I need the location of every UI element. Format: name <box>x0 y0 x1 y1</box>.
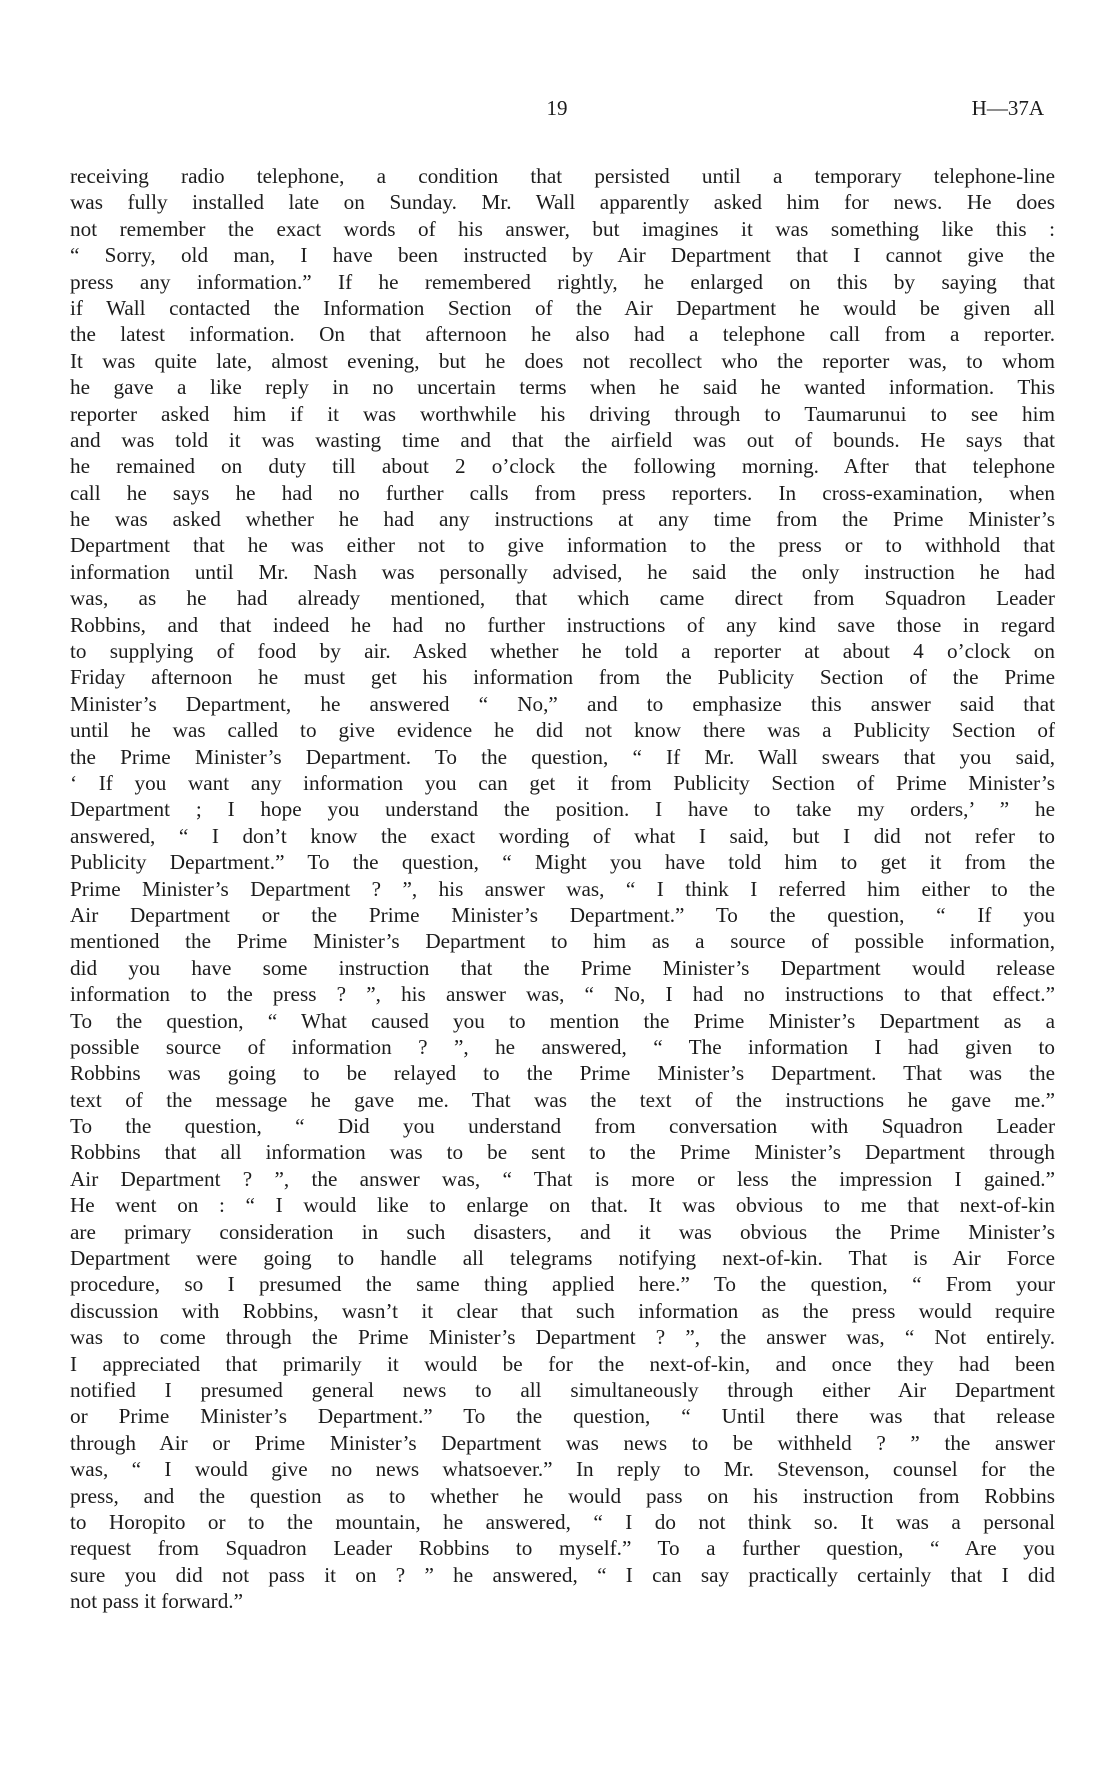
text-line: did you have some instruction that the Prime Minister’s Department would release <box>70 955 1055 980</box>
text-line: request from Squadron Leader Robbins to myself.” To a further question, “ Are you <box>70 1536 1055 1561</box>
text-line: press any information.” If he remembered rightly, he enlarged on this by saying that <box>70 269 1055 294</box>
text-line: if Wall contacted the Information Section of the Air Department he would be given all <box>70 295 1055 320</box>
text-line: was fully installed late on Sunday. Mr. Wall apparently asked him for news. He does <box>70 190 1055 215</box>
text-line: To the question, “ What caused you to mention the Prime Minister’s Department as a <box>70 1008 1055 1033</box>
text-line: discussion with Robbins, wasn’t it clear that such information as the press would require <box>70 1298 1055 1323</box>
text-line: reporter asked him if it was worthwhile his driving through to Taumarunui to see him <box>70 401 1055 426</box>
text-line: Robbins was going to be relayed to the Prime Minister’s Department. That was the <box>70 1061 1055 1086</box>
text-line: text of the message he gave me. That was the text of the instructions he gave me.” <box>70 1087 1055 1112</box>
text-line: press, and the question as to whether he would pass on his instruction from Robbins <box>70 1483 1055 1508</box>
text-line: call he says he had no further calls from press reporters. In cross-examination, when <box>70 480 1055 505</box>
text-line: Minister’s Department, he answered “ No,” and to emphasize this answer said that <box>70 691 1055 716</box>
text-line: he remained on duty till about 2 o’clock the following morning. After that telephone <box>70 454 1055 479</box>
text-line: I appreciated that primarily it would be for the next-of-kin, and once they had been <box>70 1351 1055 1376</box>
document-reference: H—37A <box>971 96 1044 120</box>
text-line: It was quite late, almost evening, but he does not recollect who the reporter was, to whom <box>70 348 1055 373</box>
text-line: To the question, “ Did you understand from conversation with Squadron Leader <box>70 1114 1055 1139</box>
text-line: information until Mr. Nash was personally advised, he said the only instruction he had <box>70 559 1055 584</box>
text-line: he was asked whether he had any instructions at any time from the Prime Minister’s <box>70 507 1055 532</box>
text-line: or Prime Minister’s Department.” To the question, “ Until there was that release <box>70 1404 1055 1429</box>
text-line: procedure, so I presumed the same thing applied here.” To the question, “ From your <box>70 1272 1055 1297</box>
text-line: Publicity Department.” To the question, “ Might you have told him to get it from the <box>70 850 1055 875</box>
text-line: not pass it forward.” <box>70 1589 243 1614</box>
text-line: to Horopito or to the mountain, he answered, “ I do not think so. It was a personal <box>70 1509 1055 1534</box>
text-line: was, “ I would give no news whatsoever.” In reply to Mr. Stevenson, counsel for the <box>70 1457 1055 1482</box>
text-line: Department ; I hope you understand the position. I have to take my orders,’ ” he <box>70 797 1055 822</box>
text-line: ‘ If you want any information you can get it from Publicity Section of Prime Minister’s <box>70 770 1055 795</box>
text-line: to supplying of food by air. Asked whether he told a reporter at about 4 o’clock on <box>70 639 1055 664</box>
text-line: Friday afternoon he must get his information from the Publicity Section of the Prime <box>70 665 1055 690</box>
page-number: 19 <box>546 96 568 120</box>
text-line: Prime Minister’s Department ? ”, his answer was, “ I think I referred him either to the <box>70 876 1055 901</box>
text-line: Department that he was either not to give information to the press or to withhold that <box>70 533 1055 558</box>
page-header <box>70 96 1044 126</box>
text-line: notified I presumed general news to all simultaneously through either Air Department <box>70 1377 1055 1402</box>
text-line: Robbins that all information was to be sent to the Prime Minister’s Department through <box>70 1140 1055 1165</box>
text-line: the Prime Minister’s Department. To the question, “ If Mr. Wall swears that you said, <box>70 744 1055 769</box>
text-line: Robbins, and that indeed he had no further instructions of any kind save those in regard <box>70 612 1055 637</box>
text-line: information to the press ? ”, his answer was, “ No, I had no instructions to that effect.” <box>70 982 1055 1007</box>
text-line: was, as he had already mentioned, that which came direct from Squadron Leader <box>70 586 1055 611</box>
text-line: are primary consideration in such disasters, and it was obvious the Prime Minister’s <box>70 1219 1055 1244</box>
text-line: he gave a like reply in no uncertain terms when he said he wanted information. This <box>70 375 1055 400</box>
text-line: Department were going to handle all telegrams notifying next-of-kin. That is Air Force <box>70 1246 1055 1271</box>
text-line: Air Department ? ”, the answer was, “ That is more or less the impression I gained.” <box>70 1166 1055 1191</box>
text-line: He went on : “ I would like to enlarge on that. It was obvious to me that next-of-kin <box>70 1193 1055 1218</box>
text-line: until he was called to give evidence he did not know there was a Publicity Section of <box>70 718 1055 743</box>
text-line: mentioned the Prime Minister’s Department to him as a source of possible information, <box>70 929 1055 954</box>
text-line: was to come through the Prime Minister’s Department ? ”, the answer was, “ Not entirely. <box>70 1325 1055 1350</box>
text-line: possible source of information ? ”, he answered, “ The information I had given to <box>70 1034 1055 1059</box>
text-line: Air Department or the Prime Minister’s Department.” To the question, “ If you <box>70 902 1055 927</box>
text-line: sure you did not pass it on ? ” he answered, “ I can say practically certainly that I did <box>70 1562 1055 1587</box>
text-line: through Air or Prime Minister’s Department was news to be withheld ? ” the answer <box>70 1430 1055 1455</box>
text-line: receiving radio telephone, a condition that persisted until a temporary telephone-line <box>70 164 1055 188</box>
text-line: not remember the exact words of his answer, but imagines it was something like this : <box>70 216 1055 241</box>
text-line: and was told it was wasting time and that the airfield was out of bounds. He says that <box>70 427 1055 452</box>
body-paragraph <box>70 163 1055 1614</box>
text-line: “ Sorry, old man, I have been instructed by Air Department that I cannot give the <box>70 243 1055 268</box>
text-line: the latest information. On that afternoon he also had a telephone call from a reporter. <box>70 322 1055 347</box>
text-line: answered, “ I don’t know the exact wording of what I said, but I did not refer to <box>70 823 1055 848</box>
